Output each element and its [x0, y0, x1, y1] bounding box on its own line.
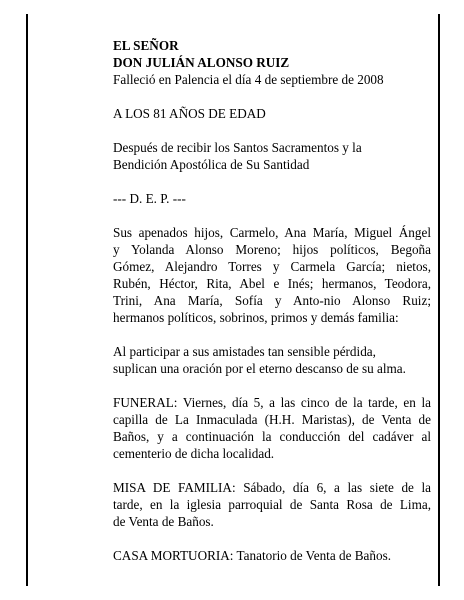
family-line: Trini, Ana María, Sofía y Anto-nio Alonso Ruiz; [113, 293, 431, 308]
family-line: Gómez, Alejandro Torres y Carmela García; nietos, [113, 259, 431, 274]
mass-line: tarde, en la iglesia parroquial de Santa Rosa de Lima, [113, 497, 431, 512]
mass-line: MISA DE FAMILIA: Sábado, día 6, a las siete de la [113, 480, 431, 495]
age-line: A LOS 81 AÑOS DE EDAD [113, 106, 266, 121]
family-line: Sus apenados hijos, Carmelo, Ana María, Miguel Ángel [113, 225, 431, 240]
funeral-line: FUNERAL: Viernes, día 5, a las cinco de la tarde, en la [113, 395, 431, 410]
sacraments-paragraph [113, 139, 431, 173]
family-line: hermanos políticos, sobrinos, primos y demás familia: [113, 310, 399, 325]
right-border-rule [438, 14, 440, 586]
heading-title: EL SEÑOR [113, 38, 179, 53]
mass-line: de Venta de Baños. [113, 514, 214, 529]
family-line: Rubén, Héctor, Rita, Abel e Inés; hermanos, Teodora, [113, 276, 431, 291]
family-paragraph [113, 224, 431, 326]
funeral-line: capilla de La Inmaculada (H.H. Maristas), de Venta de [113, 412, 431, 427]
funeral-paragraph [113, 394, 431, 462]
request-line: suplican una oración por el eterno descanso de su alma. [113, 361, 406, 376]
sacraments-line: Bendición Apostólica de Su Santidad [113, 157, 310, 172]
deceased-name: DON JULIÁN ALONSO RUIZ [113, 55, 290, 70]
obituary-notice [113, 37, 431, 564]
request-paragraph [113, 343, 431, 377]
rip-line: --- D. E. P. --- [113, 191, 186, 206]
left-border-rule [26, 14, 28, 586]
sacraments-line: Después de recibir los Santos Sacramentos y la [113, 140, 362, 155]
funeral-home-line: CASA MORTUORIA: Tanatorio de Venta de Baños. [113, 548, 392, 563]
death-date-line: Falleció en Palencia el día 4 de septiembre de 2008 [113, 72, 384, 87]
family-line: y Yolanda Alonso Moreno; hijos políticos, Begoña [113, 242, 431, 257]
funeral-line: cementerio de dicha localidad. [113, 446, 275, 461]
request-line: Al participar a sus amistades tan sensible pérdida, [113, 344, 376, 359]
mass-paragraph [113, 479, 431, 530]
funeral-line: Baños, y a continuación la conducción del cadáver al [113, 429, 431, 444]
